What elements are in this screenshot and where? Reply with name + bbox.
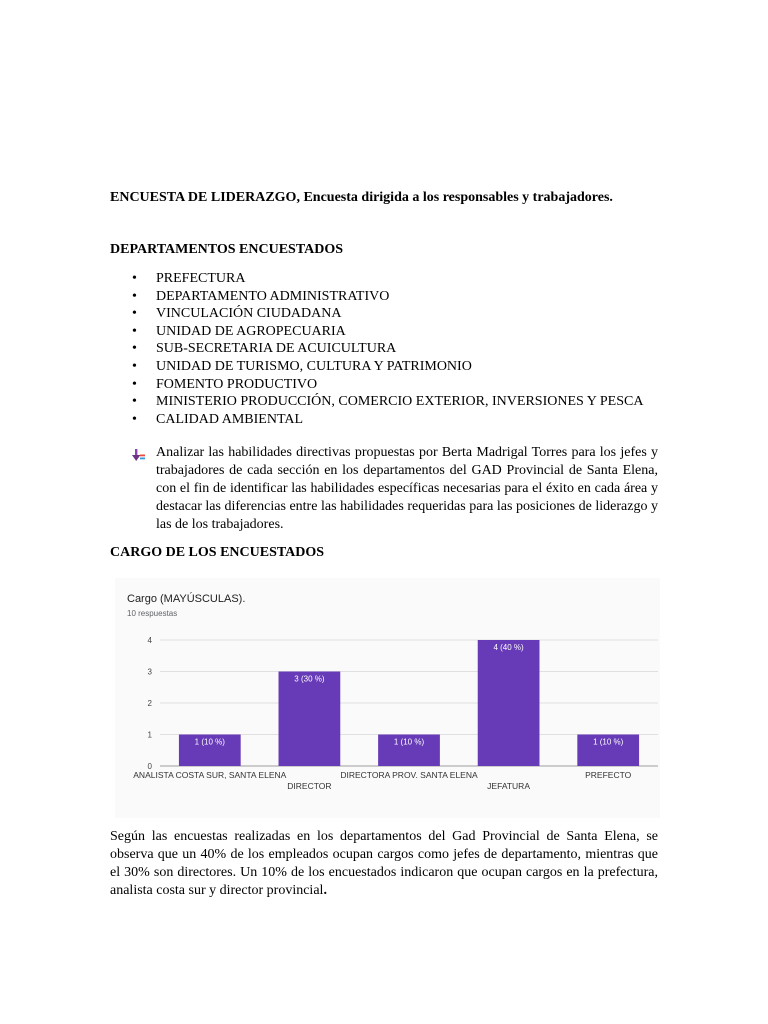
conclusion-text: Según las encuestas realizadas en los departamentos del Gad Provincial de Santa Elena, se observa que un 40% de los empleados ocupan cargos como jefes de departamento, mientras que el 30% son directores. Un 10% de los encuestados indicaron que ocupan cargos en la prefectura, analista costa sur y director provincial (110, 829, 658, 898)
chart-title: Cargo (MAYÚSCULAS). (127, 593, 246, 605)
bullet-icon: • (132, 271, 137, 286)
document-title (110, 190, 670, 206)
chart-svg (115, 578, 660, 818)
cargo-heading: CARGO DE LOS ENCUESTADOS (110, 545, 325, 560)
chart-subtitle: 10 respuestas (127, 609, 178, 618)
list-item: • FOMENTO PRODUCTIVO (132, 376, 318, 392)
bullet-icon: • (132, 376, 137, 392)
bullet-icon: • (132, 306, 137, 322)
x-tick-label: JEFATURA (487, 781, 531, 791)
list-item: • MINISTERIO PRODUCCIÓN, COMERCIO EXTERIOR, INVERSIONES Y PESCA (132, 394, 644, 410)
y-tick-label: 2 (147, 699, 152, 708)
conclusion-period: . (323, 883, 327, 898)
x-tick-label: PREFECTO (585, 770, 632, 780)
bar-data-label: 1 (10 %) (194, 737, 225, 747)
bar-data-label: 1 (10 %) (393, 737, 425, 747)
list-item: • CALIDAD AMBIENTAL (132, 411, 304, 427)
list-item: • SUB-SECRETARIA DE ACUICULTURA (132, 341, 397, 357)
y-tick-label: 1 (147, 730, 152, 740)
bar-data-label: 1 (10 %) (593, 737, 624, 747)
list-item: • UNIDAD DE TURISMO, CULTURA Y PATRIMONIO (132, 358, 472, 374)
x-tick-label: DIRECTORA PROV. SANTA ELENA (340, 770, 478, 780)
title-rest-part: Encuesta dirigida a los responsables y trabajadores. (299, 190, 613, 205)
list-item: • VINCULACIÓN CIUDADANA (132, 306, 342, 322)
bullet-icon: • (132, 341, 137, 357)
conclusion-paragraph (110, 828, 658, 900)
title-bold-part: ENCUESTA DE LIDERAZGO, (110, 190, 300, 205)
purple-arrow-bullet-icon (132, 448, 146, 462)
bar-data-label: 3 (30 %) (294, 674, 325, 684)
list-item: • DEPARTAMENTO ADMINISTRATIVO (132, 288, 390, 304)
departments-heading: DEPARTAMENTOS ENCUESTADOS (110, 242, 344, 257)
y-tick-label: 4 (147, 636, 152, 645)
bar (478, 640, 540, 766)
list-item: • UNIDAD DE AGROPECUARIA (132, 323, 346, 339)
bar (279, 672, 341, 767)
y-tick-label: 3 (147, 667, 152, 677)
list-item: • PREFECTURA (132, 271, 246, 286)
objective-text: Analizar las habilidades directivas propuestas por Berta Madrigal Torres para los jefes y trabajadores de cada sección en los departamentos del GAD Provincial de Santa Elena, con el fin de identificar las habilidades específicas necesarias para el éxito en cada área y destacar las diferencias entre las habilidades requeridas para las posiciones de liderazgo y las de los trabajadores. (156, 445, 658, 532)
cargo-chart (115, 578, 660, 818)
departments-list (110, 270, 643, 428)
bullet-icon: • (132, 394, 137, 410)
bullet-icon: • (132, 288, 137, 304)
bullet-icon: • (132, 411, 137, 427)
bullet-icon: • (132, 358, 137, 374)
bullet-icon: • (132, 323, 137, 339)
bar-data-label: 4 (40 %) (493, 643, 524, 652)
x-tick-label: ANALISTA COSTA SUR, SANTA ELENA (133, 770, 287, 780)
y-tick-label: 0 (147, 762, 152, 771)
x-tick-label: DIRECTOR (287, 781, 332, 791)
chart-background (115, 578, 660, 818)
objective-paragraph (110, 444, 658, 534)
